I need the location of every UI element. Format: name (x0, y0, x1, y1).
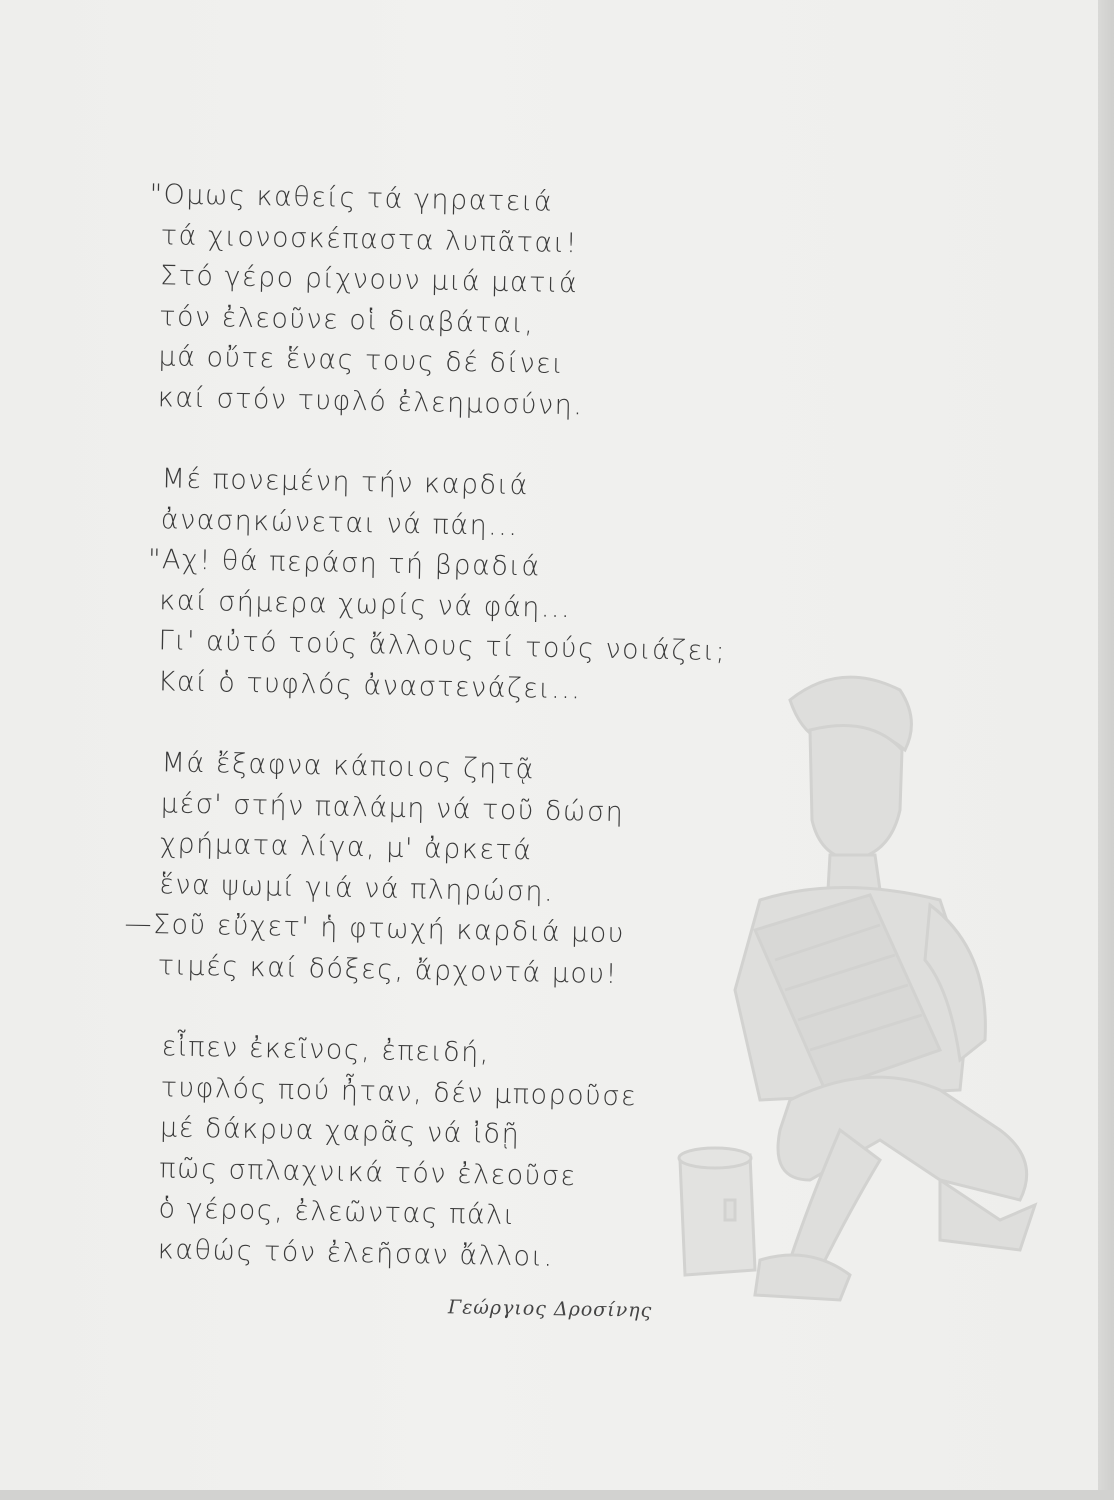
stanza-4 (145, 1027, 770, 1282)
page-bottom-edge (0, 1490, 1114, 1500)
poem-line: τόν ἐλεοῦνε οἱ διαβάται, (158, 300, 535, 339)
poem-line: καθώς τόν ἐλεῆσαν ἄλλοι. (157, 1233, 554, 1273)
poem-line: Στό γέρο ρίχνουν μιά ματιά (159, 260, 579, 300)
poem-line: καί στόν τυφλό ἐλεημοσύνη. (157, 381, 584, 421)
poem-line: Μέ πονεμένη τήν καρδιά (161, 463, 530, 502)
stanza-2 (145, 459, 770, 714)
poem-line: —Σοῦ εὔχετ' ἡ φτωχή καρδιά μου (124, 908, 626, 950)
poem-line: μέσ' στήν παλάμη νά τοῦ δώση (160, 787, 625, 828)
poem-line: καί σήμερα χωρίς νά φάη... (158, 584, 572, 624)
poem-line: τυφλός πού ἦταν, δέν μποροῦσε (160, 1071, 638, 1112)
poem-line: μέ δάκρυα χαρᾶς νά ἰδῇ (159, 1112, 521, 1151)
poem-line: Καί ὁ τυφλός ἀναστενάζει... (157, 665, 582, 705)
stanza-1 (145, 175, 770, 430)
poem-line: Γι' αὐτό τούς ἄλλους τί τούς νοιάζει; (158, 625, 727, 668)
poem-line: Μά ἔξαφνα κάποιος ζητᾷ (161, 747, 536, 786)
poem (124, 175, 770, 1311)
poem-line: εἶπεν ἐκεῖνος, ἐπειδή, (161, 1031, 491, 1069)
poem-line: "Αχ! θά περάση τή βραδιά (147, 543, 541, 583)
poem-line: ἕνα ψωμί γιά νά πληρώση. (158, 868, 555, 908)
poem-line: "Ομως καθείς τά γηρατειά (149, 178, 554, 218)
poem-line: πῶς σπλαχνικά τόν ἐλεοῦσε (158, 1152, 577, 1192)
poem-line: μά οὔτε ἕνας τους δέ δίνει (158, 341, 565, 380)
page-edge-shadow (1098, 0, 1114, 1500)
author-signature: Γεώργιος Δροσίνης (447, 1296, 653, 1322)
poem-line: χρήματα λίγα, μ' ἀρκετά (159, 828, 533, 867)
stanza-3 (124, 743, 770, 998)
poem-line: τά χιονοσκέπαστα λυπᾶται! (160, 219, 579, 259)
poem-line: τιμές καί δόξες, ἄρχοντά μου! (157, 949, 619, 990)
poem-line: ὁ γέρος, ἐλεῶντας πάλι (158, 1193, 516, 1232)
poem-line: ἀνασηκώνεται νά πάη... (160, 503, 519, 542)
